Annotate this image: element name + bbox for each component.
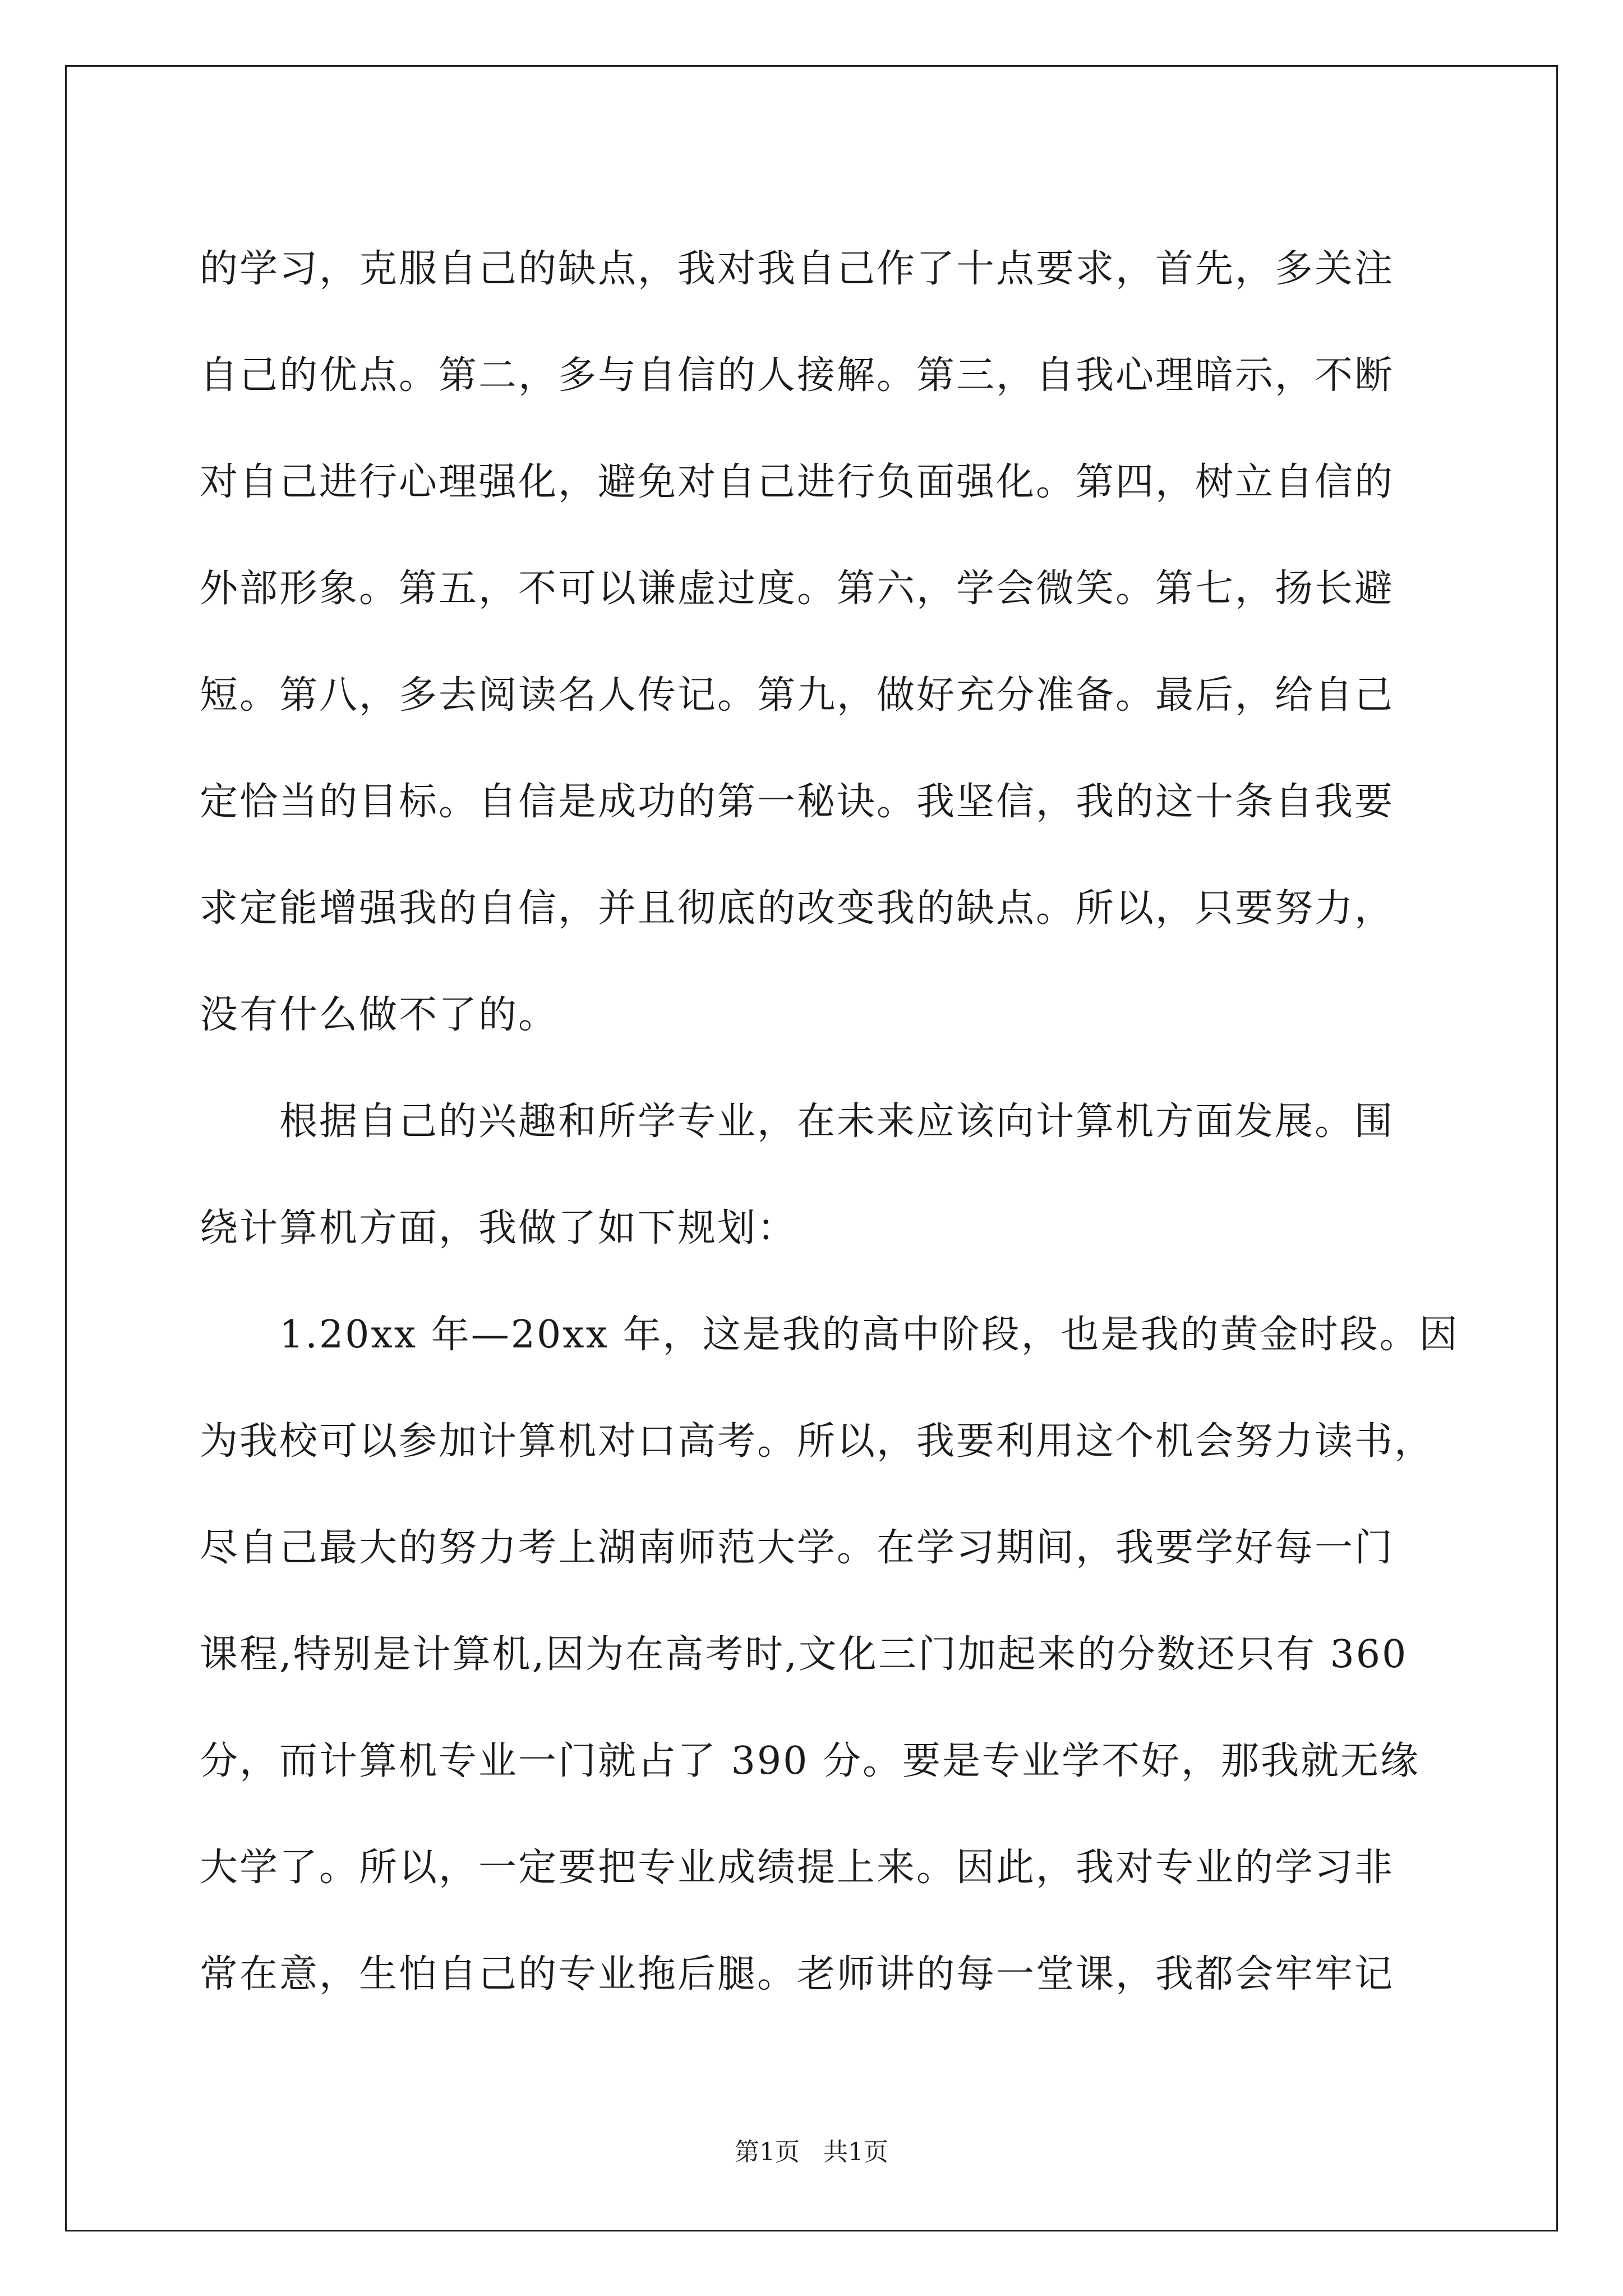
text-line: 大学了。所以，一定要把专业成绩提上来。因此，我对专业的学习非 <box>200 1846 1395 1890</box>
text-line: 对自己进行心理强化，避免对自己进行负面强化。第四，树立自信的 <box>200 460 1395 504</box>
text-line: 求定能增强我的自信，并且彻底的改变我的缺点。所以，只要努力， <box>200 886 1395 931</box>
text-line: 定恰当的目标。自信是成功的第一秘诀。我坚信，我的这十条自我要 <box>200 780 1395 824</box>
page-number: 第1页 <box>735 2138 800 2166</box>
text-line: 没有什么做不了的。 <box>200 993 559 1037</box>
text-line: 为我校可以参加计算机对口高考。所以，我要利用这个机会努力读书， <box>200 1419 1435 1464</box>
text-line: 的学习，克服自己的缺点，我对我自己作了十点要求，首先，多关注 <box>200 247 1395 291</box>
text-line: 1.20xx 年—20xx 年，这是我的高中阶段，也是我的黄金时段。因 <box>200 1313 1459 1357</box>
page-footer <box>0 2132 1623 2168</box>
page-total: 共1页 <box>823 2138 888 2166</box>
text-line: 课程,特别是计算机,因为在高考时,文化三门加起来的分数还只有 360 <box>200 1632 1408 1677</box>
text-line: 根据自己的兴趣和所学专业，在未来应该向计算机方面发展。围 <box>200 1099 1395 1144</box>
text-line: 短。第八，多去阅读名人传记。第九，做好充分准备。最后，给自己 <box>200 673 1395 717</box>
text-line: 常在意，生怕自己的专业拖后腿。老师讲的每一堂课，我都会牢牢记 <box>200 1952 1395 1996</box>
text-line: 分，而计算机专业一门就占了 390 分。要是专业学不好，那我就无缘 <box>200 1739 1421 1783</box>
text-line: 绕计算机方面，我做了如下规划： <box>200 1206 797 1250</box>
document-body <box>200 216 1459 2028</box>
text-line: 外部形象。第五，不可以谦虚过度。第六，学会微笑。第七，扬长避 <box>200 567 1395 611</box>
text-line: 自己的优点。第二，多与自信的人接解。第三，自我心理暗示，不断 <box>200 353 1395 398</box>
text-line: 尽自己最大的努力考上湖南师范大学。在学习期间，我要学好每一门 <box>200 1526 1395 1570</box>
